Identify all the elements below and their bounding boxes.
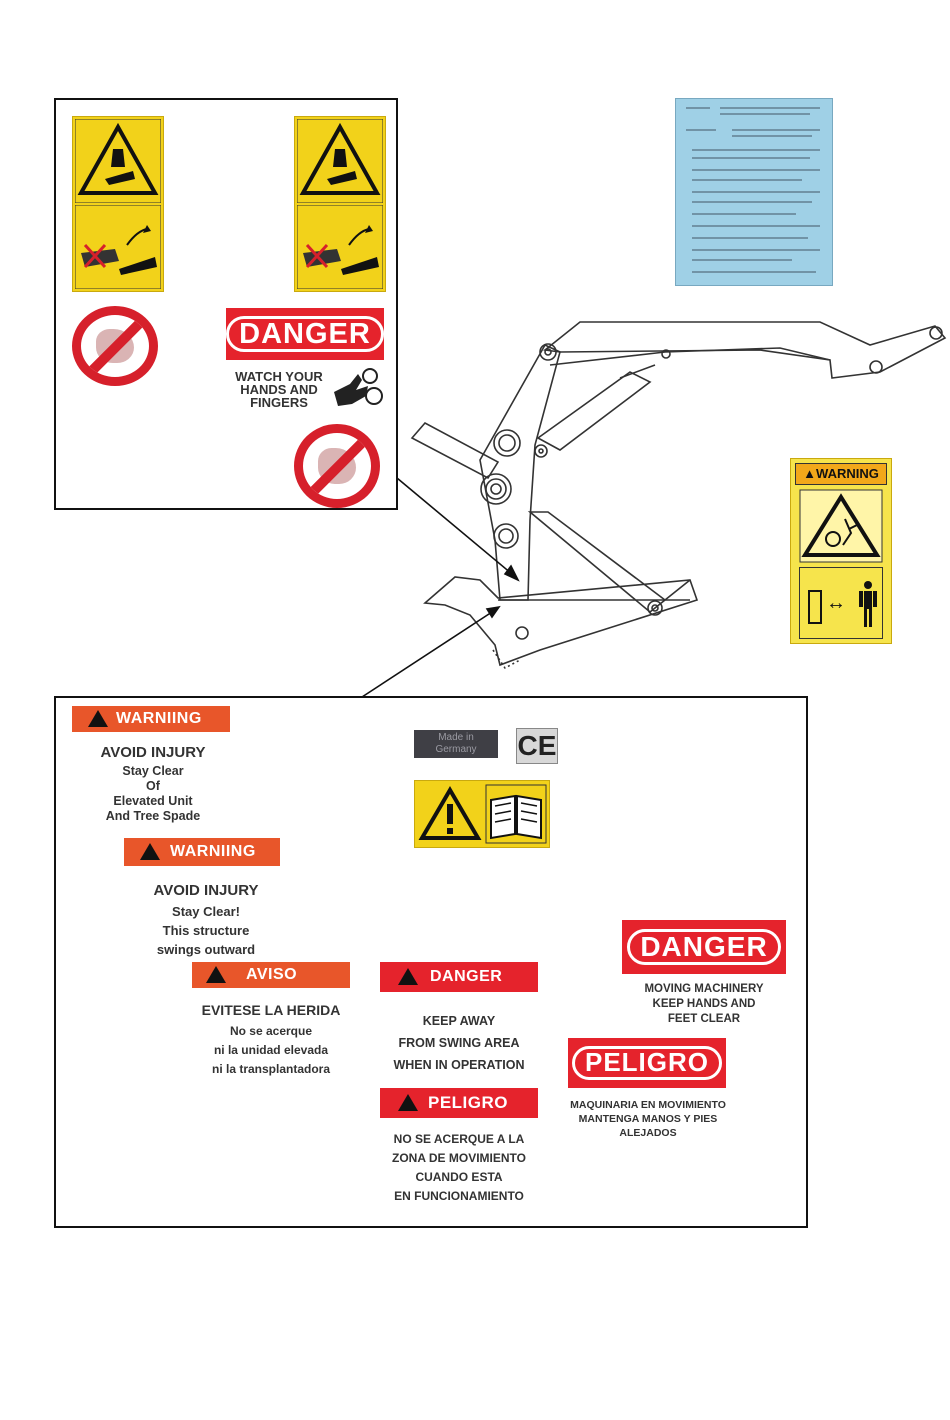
warning-header-2: WARNIING — [124, 838, 280, 866]
warning-header-1: WARNIING — [72, 706, 230, 732]
finger-hazard-decal-panel — [54, 98, 398, 510]
read-manual-icon — [485, 784, 547, 844]
peligro-pill-body: MAQUINARIA EN MOVIMIENTO MANTENGA MANOS Y PIES ALEJADOS — [570, 1099, 726, 1139]
danger-label: DANGER — [226, 316, 384, 352]
distance-arrow-icon: ↔ — [826, 592, 846, 614]
struck-by-hazard-icon — [799, 489, 883, 563]
warning-1-title: AVOID INJURY — [100, 744, 206, 761]
person-icon — [858, 580, 878, 628]
warning-triangle-icon: ▲ — [803, 466, 817, 481]
pinch-hazard-decal-left — [72, 116, 164, 292]
danger-bar-body: KEEP AWAY FROM SWING AREA WHEN IN OPERATION — [393, 1014, 525, 1072]
peligro-header: PELIGRO — [380, 1088, 538, 1118]
aviso-header: AVISO — [192, 962, 350, 988]
aviso-body: No se acerque ni la unidad elevada ni la transplantadora — [211, 1024, 331, 1076]
operator-instructions-decal — [675, 98, 833, 286]
danger-pill-body: MOVING MACHINERY KEEP HANDS AND FEET CLEAR — [644, 983, 764, 1025]
ce-mark: CE — [516, 728, 558, 764]
crush-hazard-icon — [297, 119, 383, 203]
no-hands-prohibition-icon — [72, 306, 158, 386]
keep-hand-away-icon — [75, 205, 161, 289]
danger-sign — [226, 308, 384, 360]
keep-hand-away-icon — [297, 205, 383, 289]
warning-2-body: Stay Clear! This structure swings outward — [156, 904, 256, 957]
peligro-bar-body: NO SE ACERQUE A LA ZONA DE MOVIMIENTO CUANDO ESTA EN FUNCIONAMIENTO — [391, 1132, 526, 1203]
pinch-hazard-decal-right — [294, 116, 386, 292]
no-hands-prohibition-icon — [294, 424, 380, 508]
general-caution-icon — [418, 784, 482, 844]
keep-distance-panel — [799, 567, 883, 639]
danger-sign-moving-machinery: DANGER — [622, 920, 786, 974]
danger-header: DANGER — [380, 962, 538, 992]
warning-header: ▲WARNING — [795, 463, 887, 485]
made-in-germany-label: Made in Germany — [414, 730, 498, 758]
swing-area-decal-panel — [54, 696, 808, 1228]
read-manual-decal — [414, 780, 550, 848]
peligro-sign-moving-machinery: PELIGRO — [568, 1038, 726, 1088]
aviso-title: EVITESE LA HERIDA — [201, 1002, 341, 1018]
watch-hands-text: WATCH YOUR HANDS AND FINGERS — [235, 369, 323, 410]
crush-hazard-icon — [75, 119, 161, 203]
swing-area-warning-decal — [790, 458, 892, 644]
warning-2-title: AVOID INJURY — [153, 882, 259, 899]
warning-1-body: Stay Clear Of Elevated Unit And Tree Spade — [105, 764, 201, 823]
hand-crush-icon — [328, 364, 386, 414]
